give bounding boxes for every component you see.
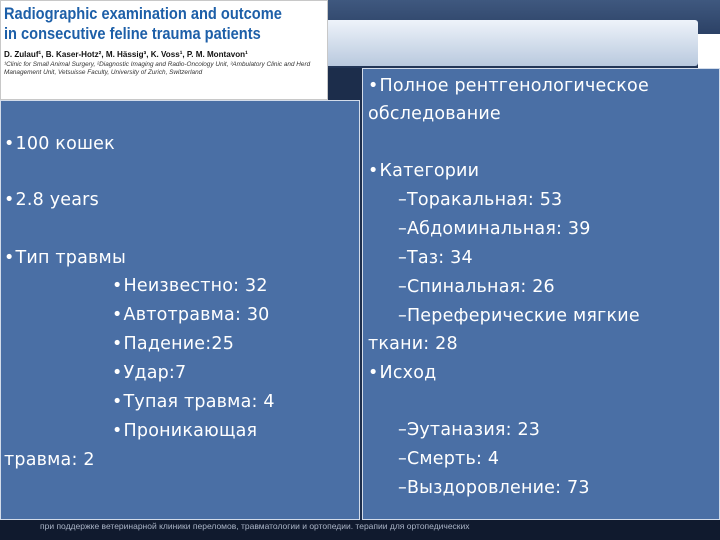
outcome-item: –Выздоровление: 73 bbox=[398, 478, 590, 498]
trauma-item: • Неизвестно: 32 bbox=[112, 276, 268, 297]
trauma-item: • Тупая травма: 4 bbox=[112, 392, 275, 413]
trauma-item: • Падение:25 bbox=[112, 334, 234, 355]
outcome-heading: • Исход bbox=[368, 363, 436, 384]
trauma-item: • Проникающая bbox=[112, 421, 257, 442]
outcome-item: –Эутаназия: 23 bbox=[398, 420, 541, 440]
age-item: • 2.8 years bbox=[4, 190, 99, 211]
category-item: –Переферические мягкие bbox=[398, 306, 640, 326]
trauma-item-continued: травма: 2 bbox=[4, 450, 95, 470]
paper-authors: D. Zulauf¹, B. Kaser-Hotz², M. Hässig³, K. Voss¹, P. M. Montavon¹ bbox=[4, 49, 248, 59]
category-item: –Абдоминальная: 39 bbox=[398, 219, 591, 239]
categories-heading: • Категории bbox=[368, 161, 479, 182]
paper-clipping bbox=[0, 0, 328, 100]
header-corner bbox=[698, 34, 720, 70]
footer-text: при поддержке ветеринарной клиники переломов, травматологии и ортопедии. терапии для ортопедических bbox=[40, 521, 470, 531]
category-item: –Торакальная: 53 bbox=[398, 190, 563, 210]
paper-title-line-2: in consecutive feline trauma patients bbox=[4, 24, 261, 43]
exam-item-continued: обследование bbox=[368, 104, 501, 124]
cats-count: • 100 кошек bbox=[4, 134, 115, 155]
exam-item: • Полное рентгенологическое bbox=[368, 76, 649, 97]
outcome-item: –Смерть: 4 bbox=[398, 449, 500, 469]
paper-title bbox=[4, 4, 282, 44]
paper-title-line-1: Radiographic examination and outcome bbox=[4, 4, 282, 23]
trauma-item: • Удар:7 bbox=[112, 363, 186, 384]
category-item: –Спинальная: 26 bbox=[398, 277, 555, 297]
category-item: –Таз: 34 bbox=[398, 248, 473, 268]
paper-affiliation: ¹Clinic for Small Animal Surgery, ²Diagnostic Imaging and Radio-Oncology Unit, ³Ambulatory Clinic and Herd Management Unit, Vetsuisse Faculty, University of Zurich, Switzerland bbox=[4, 61, 311, 76]
category-item-continued: ткани: 28 bbox=[368, 334, 458, 354]
trauma-item: • Автотравма: 30 bbox=[112, 305, 270, 326]
trauma-type-heading: • Тип травмы bbox=[4, 248, 126, 269]
